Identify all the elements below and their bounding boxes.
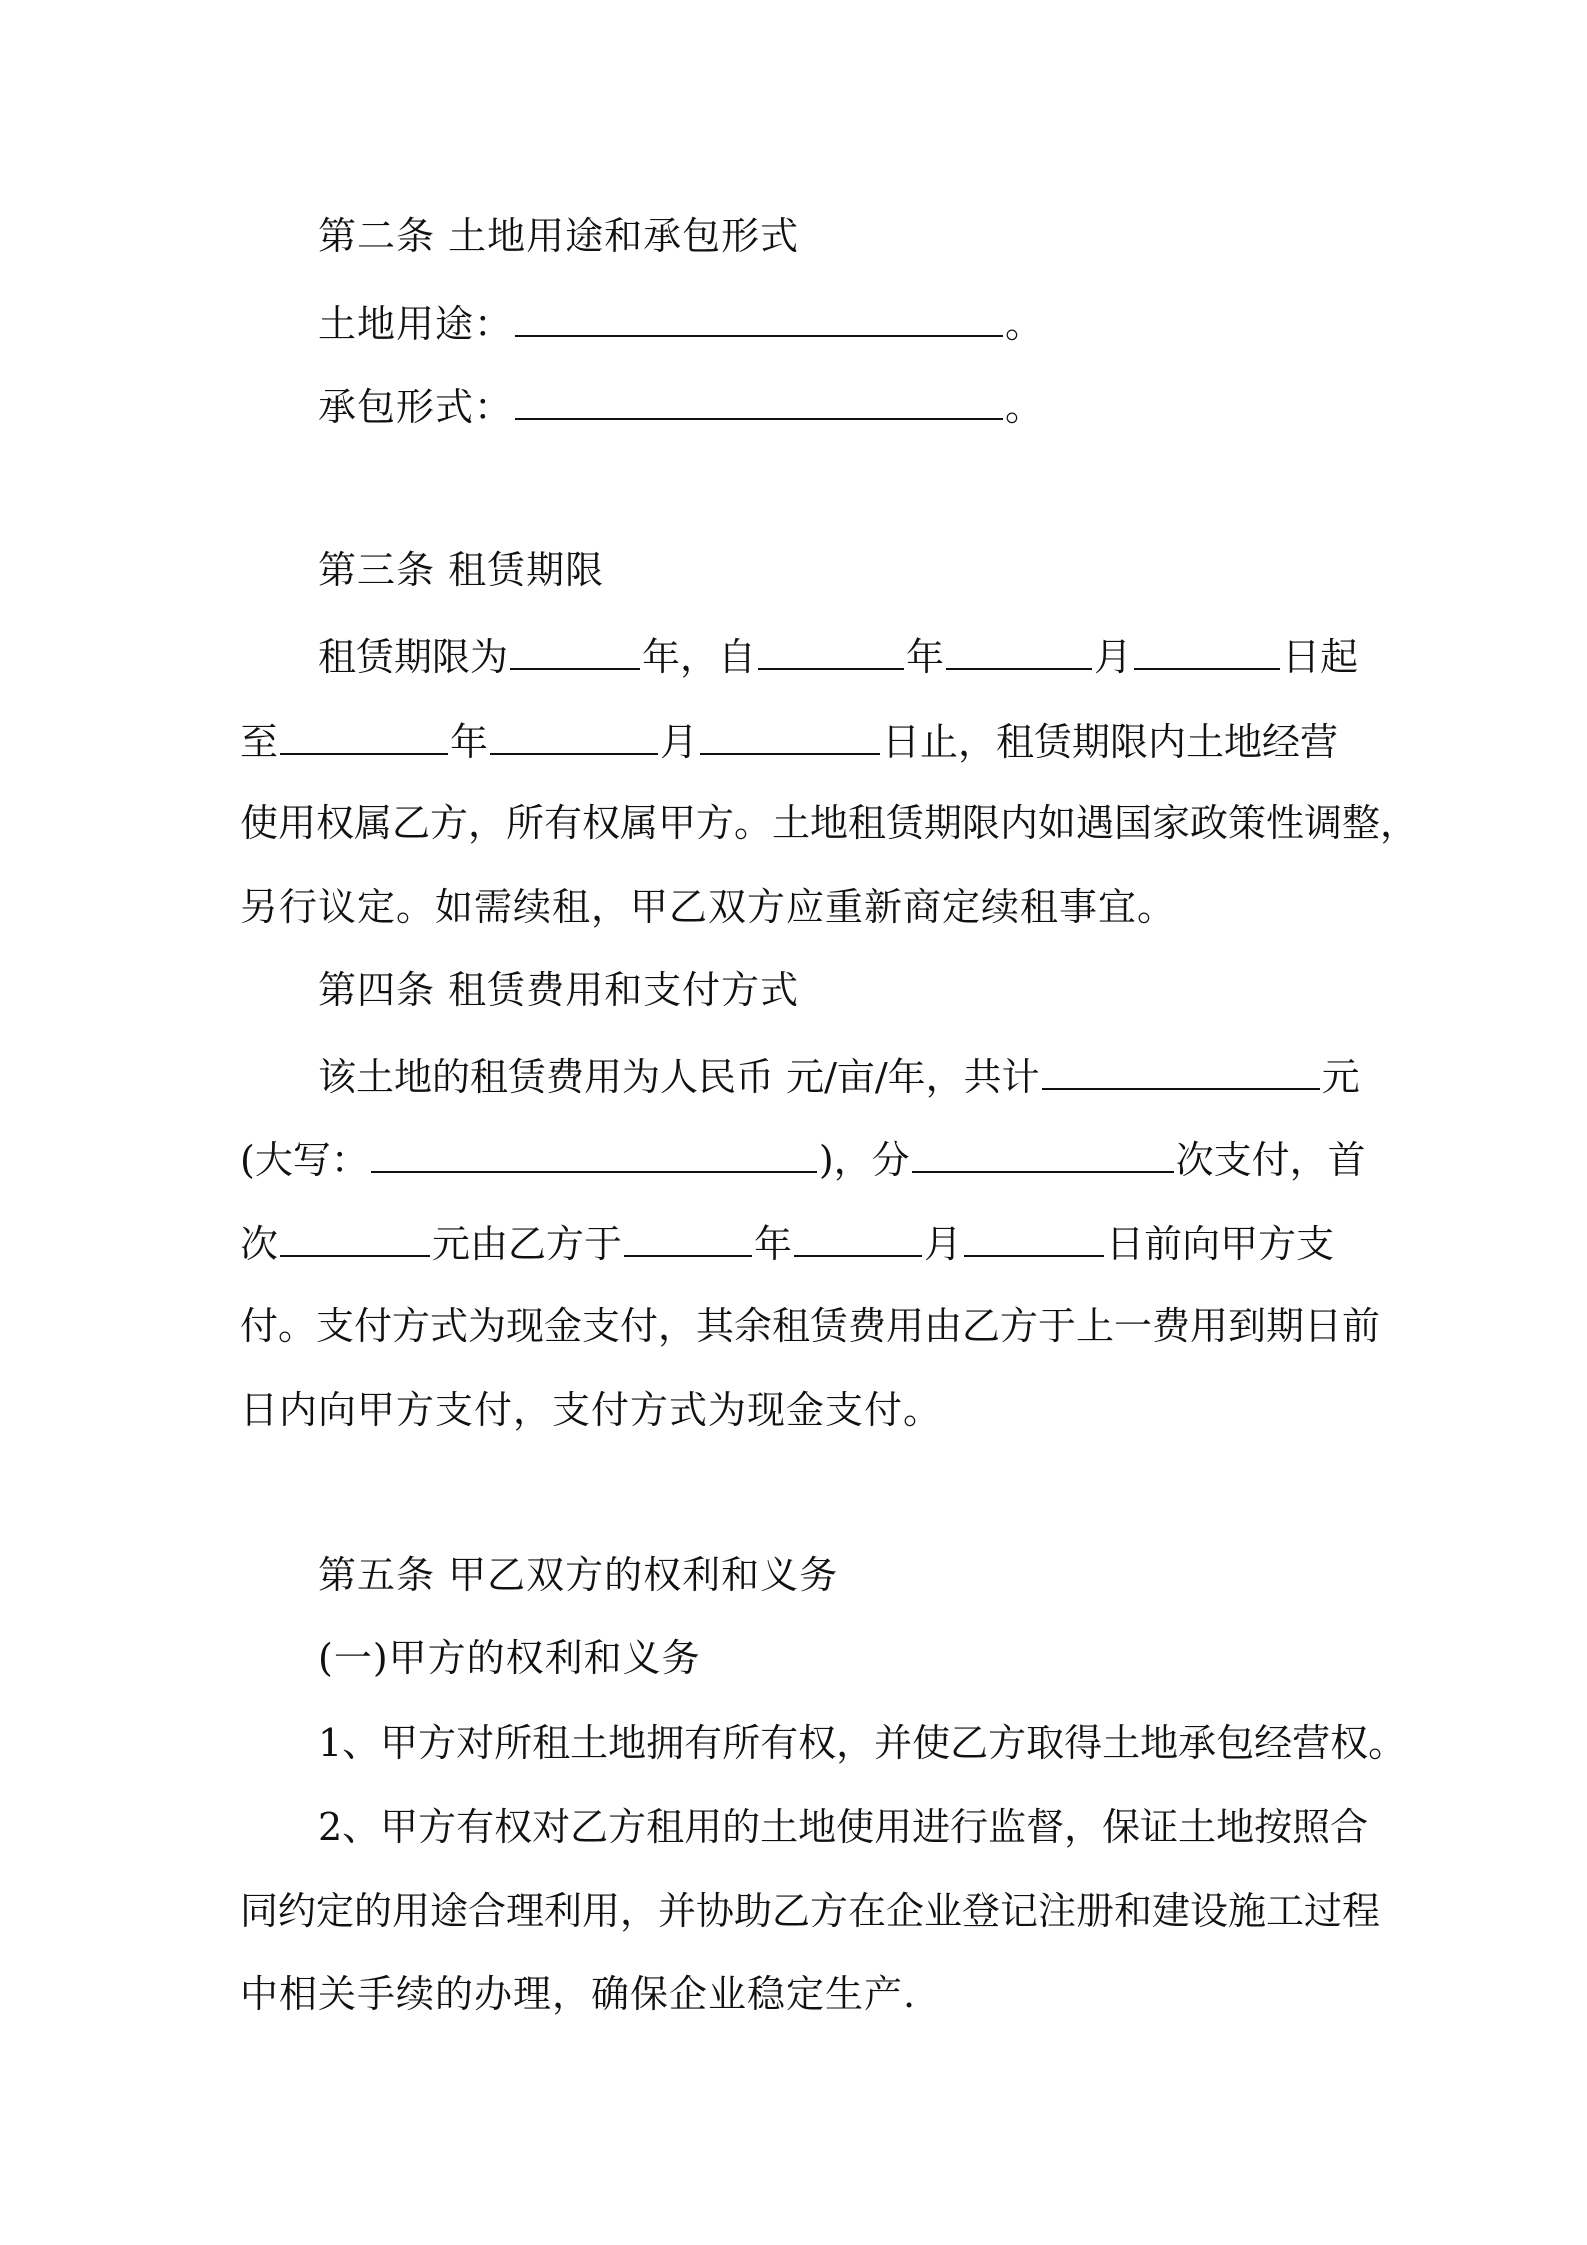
fee-line-1: 该土地的租赁费用为人民币 元/亩/年，共计 元 — [318, 1045, 1360, 1105]
lease-term-line-4: 另行议定。如需续租，甲乙双方应重新商定续租事宜。 — [240, 885, 1177, 929]
installments-blank[interactable] — [912, 1128, 1174, 1173]
total-amount-blank[interactable] — [1042, 1045, 1320, 1090]
end-day-blank[interactable] — [700, 710, 880, 755]
party-a-item-2-line-2: 同约定的用途合理利用，并协助乙方在企业登记注册和建设施工过程 — [240, 1889, 1381, 1933]
party-a-subheading: (一)甲方的权利和义务 — [318, 1636, 701, 1680]
fee-line-2: (大写： )，分 次支付，首 — [240, 1128, 1360, 1188]
party-a-item-1: 1、甲方对所租土地拥有所有权，并使乙方取得土地承包经营权。 — [318, 1721, 1407, 1765]
payment-year-blank[interactable] — [624, 1212, 752, 1257]
party-a-item-2-line-1: 2、甲方有权对乙方租用的土地使用进行监督，保证土地按照合 — [318, 1805, 1369, 1849]
party-a-item-2-line-3: 中相关手续的办理，确保企业稳定生产. — [240, 1972, 917, 2016]
payment-month-blank[interactable] — [794, 1212, 922, 1257]
article-5-heading: 第五条 甲乙双方的权利和义务 — [318, 1553, 839, 1597]
end-year-blank[interactable] — [280, 710, 448, 755]
payment-day-blank[interactable] — [964, 1212, 1104, 1257]
lease-term-line-1: 租赁期限为 年，自 年 月 日起 — [318, 625, 1360, 685]
article-3-heading: 第三条 租赁期限 — [318, 548, 605, 592]
land-use-blank[interactable] — [515, 292, 1003, 337]
fee-line-3: 次 元由乙方于 年 月 日前向甲方支 — [240, 1212, 1360, 1272]
lease-term-line-2: 至 年 月 日止，租赁期限内土地经营 — [240, 710, 1360, 770]
lease-years-blank[interactable] — [510, 625, 640, 670]
contract-form-line: 承包形式： 。 — [318, 375, 1360, 435]
contract-form-blank[interactable] — [515, 375, 1003, 420]
start-day-blank[interactable] — [1134, 625, 1280, 670]
amount-in-words-blank[interactable] — [371, 1128, 817, 1173]
land-use-line: 土地用途： 。 — [318, 292, 1360, 352]
fee-line-4: 付。支付方式为现金支付，其余租赁费用由乙方于上一费用到期日前 — [240, 1304, 1381, 1348]
lease-term-line-3: 使用权属乙方，所有权属甲方。土地租赁期限内如遇国家政策性调整， — [240, 801, 1419, 845]
article-2-heading: 第二条 土地用途和承包形式 — [318, 214, 800, 258]
start-month-blank[interactable] — [946, 625, 1092, 670]
article-4-heading: 第四条 租赁费用和支付方式 — [318, 968, 800, 1012]
start-year-blank[interactable] — [758, 625, 904, 670]
fee-line-5: 日内向甲方支付，支付方式为现金支付。 — [240, 1388, 943, 1432]
first-payment-blank[interactable] — [280, 1212, 430, 1257]
end-month-blank[interactable] — [490, 710, 658, 755]
